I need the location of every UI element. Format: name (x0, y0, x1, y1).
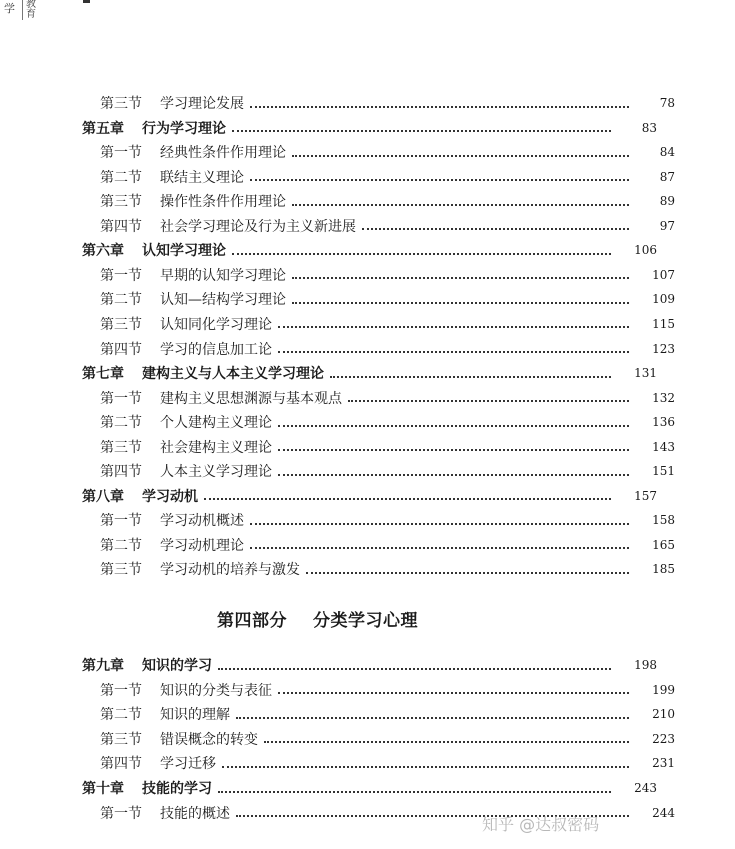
section-title: 学习动机概述 (160, 513, 244, 530)
section-number: 第二节 (100, 292, 142, 309)
page-number: 131 (634, 366, 657, 381)
chapter-title: 知识的学习 (142, 658, 212, 674)
page-number: 185 (652, 562, 675, 577)
leader-dots (232, 252, 611, 255)
section-title: 经典性条件作用理论 (160, 145, 286, 162)
section-number: 第一节 (100, 267, 142, 284)
page-number: 97 (659, 218, 675, 233)
section-title: 社会建构主义理论 (160, 439, 272, 456)
page-number: 136 (652, 415, 675, 430)
page-number: 89 (659, 194, 675, 209)
toc-section-row[interactable] (0, 703, 735, 725)
section-number: 第一节 (100, 682, 142, 699)
toc-chapter-row[interactable] (0, 485, 717, 507)
toc-entry-label (100, 339, 272, 359)
toc-entry-label (100, 142, 286, 162)
page-number: 244 (652, 805, 675, 820)
page-number: 198 (634, 658, 657, 672)
toc-entry-label (100, 314, 272, 334)
section-number: 第三节 (100, 194, 142, 211)
toc-section-row[interactable] (0, 509, 735, 531)
toc-section-row[interactable] (0, 436, 735, 458)
section-number: 第三节 (100, 439, 142, 456)
section-title: 认知—结构学习理论 (160, 292, 286, 309)
toc-chapter-row[interactable] (0, 239, 717, 261)
chapter-number: 第六章 (82, 243, 124, 260)
toc-entry-label (100, 680, 272, 700)
toc-entry-label (100, 535, 244, 555)
page-number: 151 (652, 464, 675, 479)
section-title: 认知同化学习理论 (160, 316, 272, 333)
leader-dots (250, 178, 629, 181)
leader-dots (236, 716, 629, 719)
toc-section-row[interactable] (0, 166, 735, 188)
leader-dots (292, 154, 629, 157)
chapter-title: 行为学习理论 (142, 120, 226, 137)
toc-entry-label (100, 753, 216, 773)
leader-dots (222, 765, 629, 768)
section-title: 早期的认知学习理论 (160, 267, 286, 284)
corner-char: 育 (26, 9, 36, 20)
leader-dots (218, 667, 611, 670)
chapter-number: 第九章 (82, 658, 124, 674)
page-number: 243 (634, 781, 657, 795)
toc-section-row[interactable] (0, 215, 735, 237)
leader-dots (362, 227, 629, 230)
page-number: 78 (659, 96, 675, 110)
page-number: 143 (652, 439, 675, 454)
section-number: 第一节 (100, 390, 142, 407)
toc-entry-label (100, 289, 286, 309)
corner-chars-right (26, 0, 36, 20)
page-number: 223 (652, 731, 675, 746)
toc-section-row[interactable] (0, 264, 735, 286)
corner-char: 教 (26, 0, 36, 10)
toc-entry-label (82, 655, 212, 675)
section-title: 学习动机的培养与激发 (160, 562, 300, 579)
section-number: 第三节 (100, 562, 142, 579)
toc-section-row[interactable] (0, 411, 735, 433)
chapter-title: 认知学习理论 (142, 243, 226, 260)
part-number: 第四部分 (217, 611, 287, 631)
leader-dots (278, 691, 629, 694)
toc-entry-label (82, 240, 226, 260)
part-heading (0, 606, 635, 631)
toc-section-row[interactable] (0, 338, 735, 360)
section-number: 第四节 (100, 464, 142, 481)
chapter-number: 第五章 (82, 120, 124, 137)
toc-section-row[interactable] (0, 92, 735, 114)
section-number: 第三节 (100, 316, 142, 333)
section-title: 知识的分类与表征 (160, 682, 272, 699)
toc-entry-label (100, 167, 244, 187)
page-number: 231 (652, 756, 675, 771)
toc-section-row[interactable] (0, 752, 735, 774)
part-title: 分类学习心理 (313, 611, 418, 631)
leader-dots (330, 375, 611, 378)
toc-entry-label (100, 265, 286, 285)
section-number: 第二节 (100, 415, 142, 432)
section-number: 第四节 (100, 756, 142, 773)
toc-section-row[interactable] (0, 558, 735, 580)
toc-section-row[interactable] (0, 141, 735, 163)
toc-entry-label (100, 803, 230, 823)
section-title: 学习迁移 (160, 756, 216, 773)
toc-entry-label (100, 461, 272, 481)
leader-dots (292, 276, 629, 279)
leader-dots (250, 522, 629, 525)
leader-dots (278, 473, 629, 476)
section-title: 建构主义思想渊源与基本观点 (160, 390, 342, 407)
leader-dots (204, 497, 611, 500)
toc-section-row[interactable] (0, 728, 735, 750)
chapter-number: 第七章 (82, 366, 124, 383)
page-number: 83 (641, 120, 657, 135)
leader-dots (348, 399, 629, 402)
leader-dots (278, 424, 629, 427)
page-number: 158 (652, 513, 675, 528)
chapter-number: 第八章 (82, 488, 124, 505)
page-number: 107 (652, 267, 675, 282)
toc-section-row[interactable] (0, 534, 735, 556)
section-title: 个人建构主义理论 (160, 415, 272, 432)
section-title: 知识的理解 (160, 707, 230, 724)
page-number: 87 (659, 169, 675, 184)
section-title: 社会学习理论及行为主义新进展 (160, 218, 356, 235)
toc-entry-label (100, 704, 230, 724)
page-number: 210 (652, 707, 675, 722)
leader-dots (218, 790, 611, 793)
toc-chapter-row[interactable] (0, 777, 717, 799)
section-number: 第四节 (100, 341, 142, 358)
toc-entry-label (100, 729, 258, 749)
toc-chapter-row[interactable] (0, 654, 717, 676)
chapter-title: 建构主义与人本主义学习理论 (142, 366, 324, 383)
page-number: 165 (652, 537, 675, 552)
toc-entry-label (100, 216, 356, 236)
toc-entry-label (100, 559, 300, 579)
corner-divider (22, 0, 23, 20)
leader-dots (250, 105, 629, 108)
watermark: 知乎 @达叔密码 (482, 815, 600, 834)
leader-dots (306, 571, 629, 574)
section-title: 错误概念的转变 (160, 731, 258, 748)
page-number: 84 (659, 145, 675, 160)
toc-entry-label (100, 510, 244, 530)
toc-chapter-row[interactable] (0, 117, 717, 139)
corner-mark (83, 0, 90, 3)
toc-entry-label (100, 93, 244, 113)
toc-entry-label (100, 412, 272, 432)
toc-section-row[interactable] (0, 190, 735, 212)
leader-dots (278, 448, 629, 451)
section-title: 操作性条件作用理论 (160, 194, 286, 211)
leader-dots (250, 546, 629, 549)
section-number: 第二节 (100, 707, 142, 724)
toc-section-row[interactable] (0, 313, 735, 335)
section-number: 第一节 (100, 145, 142, 162)
leader-dots (292, 203, 629, 206)
section-number: 第二节 (100, 169, 142, 186)
page-number: 109 (652, 292, 675, 307)
section-number: 第一节 (100, 805, 142, 822)
corner-char-left: 学 (4, 2, 15, 15)
section-title: 联结主义理论 (160, 169, 244, 186)
section-number: 第一节 (100, 513, 142, 530)
leader-dots (292, 301, 629, 304)
leader-dots (264, 740, 629, 743)
page-number: 115 (652, 316, 675, 331)
toc-entry-label (82, 778, 212, 798)
page-number: 132 (652, 390, 675, 405)
page-number: 106 (634, 243, 657, 258)
page-number: 199 (652, 682, 675, 697)
section-number: 第三节 (100, 96, 142, 112)
toc-entry-label (100, 437, 272, 457)
chapter-number: 第十章 (82, 781, 124, 797)
page-number: 157 (634, 488, 657, 503)
leader-dots (232, 129, 611, 132)
toc-entry-label (100, 388, 342, 408)
toc-entry-label (82, 486, 198, 506)
section-title: 人本主义学习理论 (160, 464, 272, 481)
section-number: 第三节 (100, 731, 142, 748)
section-title: 技能的概述 (160, 805, 230, 822)
toc-entry-label (82, 363, 324, 383)
section-number: 第四节 (100, 218, 142, 235)
toc-section-row[interactable] (0, 679, 735, 701)
section-title: 学习理论发展 (160, 96, 244, 112)
toc-entry-label (100, 191, 286, 211)
toc-chapter-row[interactable] (0, 362, 717, 384)
leader-dots (278, 325, 629, 328)
toc-section-row[interactable] (0, 288, 735, 310)
chapter-title: 技能的学习 (142, 781, 212, 797)
toc-section-row[interactable] (0, 802, 735, 824)
chapter-title: 学习动机 (142, 488, 198, 505)
page-corner-header (0, 0, 110, 20)
toc-section-row[interactable] (0, 460, 735, 482)
section-title: 学习动机理论 (160, 537, 244, 554)
toc-entry-label (82, 118, 226, 138)
page-number: 123 (652, 341, 675, 356)
section-number: 第二节 (100, 537, 142, 554)
toc-section-row[interactable] (0, 387, 735, 409)
leader-dots (278, 350, 629, 353)
section-title: 学习的信息加工论 (160, 341, 272, 358)
